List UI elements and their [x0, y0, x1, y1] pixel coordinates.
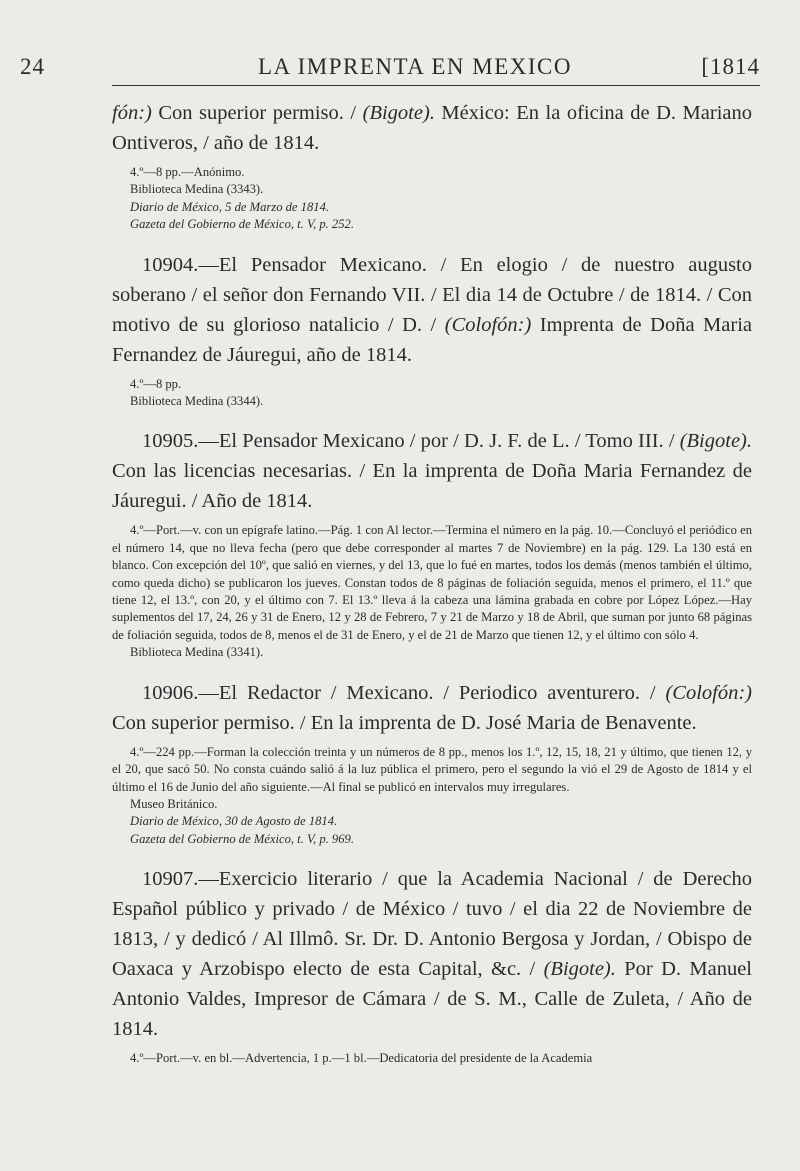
entry-notes: [112, 744, 752, 848]
header-rule: [112, 85, 760, 86]
entry-number: 10906.: [142, 681, 199, 704]
source-reference: Diario de México, 30 de Agosto de 1814.: [130, 814, 338, 829]
physical-description: 4.º—Port.—v. en bl.—Advertencia, 1 p.—1 bl.—Dedicatoria del presidente de la Academia: [130, 1051, 593, 1066]
continued-entry-title: fón:) Con superior permiso. / (Bigote). México: En la oficina de D. Mariano Ontiveros, / año de 1814.: [112, 102, 753, 154]
running-title: LA IMPRENTA EN MEXICO: [258, 54, 572, 79]
physical-description: 4.º—224 pp.—Forman la colección treinta y un números de 8 pp., menos los 1.º, 12, 15, 18, 21 y último, que tienen 12, y el 20, que sacó 50. No consta cuándo salió á la luz pública el primero, pero el segundo la vió el 29 de Agosto de 1814 y el último el 16 de Junio del año siguiente.—Al final se publicó en intervalos muy irregulares.: [112, 744, 752, 794]
physical-description: 4.º—8 pp.: [130, 376, 182, 391]
entry-notes: [112, 522, 752, 661]
entry-title: 10906.—El Redactor / Mexicano. / Periodico aventurero. / (Colofón:) Con superior permiso. / En la imprenta de D. José Maria de Benavente.: [112, 681, 752, 734]
entry-number: 10904.: [142, 253, 199, 276]
entry-notes: [112, 1050, 752, 1067]
catalog-entry: [112, 678, 752, 848]
catalog-entry: [112, 250, 752, 411]
source-reference: Gazeta del Gobierno de México, t. V, p. 252.: [130, 217, 354, 232]
running-year: [1814: [701, 54, 760, 79]
page-body: [112, 98, 752, 1068]
bigote-label: (Bigote).: [543, 958, 616, 981]
catalog-entry: [112, 426, 752, 661]
source-reference: Gazeta del Gobierno de México, t. V, p. 969.: [130, 831, 354, 846]
location-reference: Biblioteca Medina (3343).: [130, 182, 264, 197]
colophon-label: (Colofón:): [444, 313, 532, 336]
physical-description: 4.º—8 pp.—Anónimo.: [130, 165, 245, 179]
bigote-label: (Bigote).: [679, 430, 752, 453]
page-number: 24: [20, 54, 45, 79]
colophon-label: (Colofón:): [665, 681, 752, 704]
entry-title: 10905.—El Pensador Mexicano / por / D. J. F. de L. / Tomo III. / (Bigote). Con las licencias necesarias. / En la imprenta de Doña Maria Fernandez de Jáuregui. / Año de 1814.: [112, 430, 752, 513]
source-reference: Diario de México, 5 de Marzo de 1814.: [130, 199, 330, 214]
location-reference: Museo Británico.: [130, 796, 218, 811]
continued-entry: [112, 98, 752, 234]
entry-number: 10905.: [142, 430, 199, 453]
entry-title: 10907.—Exercicio literario / que la Academia Nacional / de Derecho Español público y privado / de México / tuvo / el dia 22 de Noviembre de 1813, / y dedicó / Al Illmô. Sr. Dr. D. Antonio Bergosa y Jordan, / Obispo de Oaxaca y Arzobispo electo de esta Capital, &c. / (Bigote). Por D. Manuel Antonio Valdes, Impresor de Cámara / de S. M., Calle de Zuleta, / Año de 1814.: [112, 868, 753, 1041]
catalog-entry: [112, 864, 752, 1067]
bigote-label: (Bigote).: [362, 102, 435, 124]
continued-entry-notes: [112, 164, 752, 234]
location-reference: Biblioteca Medina (3341).: [130, 645, 264, 660]
physical-description: 4.º—Port.—v. con un epígrafe latino.—Pág. 1 con Al lector.—Termina el número en la pág. 10.—Concluyó el periódico en el número 14, que no lleva fecha (pero que debe corresponder al martes 7 de Noviembre) en la pág. 129. La 130 está en blanco. Con excepción del 10º, que salió en viernes, y del 13, que lo fué en martes, todos los demás (menos también el último, como queda dicho) se publicaron los jueves. Constan todos de 8 páginas de foliación seguida, menos el primero, el 11.º que tiene 12, el 13.º, con 20, y el último con 7. El 13.º lleva á la cabeza una lámina grabada en cobre por López López.—Hay suplementos del 17, 24, 26 y 31 de Enero, 12 y 28 de Febrero, 7 y 21 de Marzo y 18 de Abril, que suman por junto 68 páginas de foliación seguida, todos de 8, menos el de 31 de Enero, y el de 21 de Marzo que tienen 12, y el último con sólo 4.: [112, 523, 752, 642]
entry-notes: [112, 376, 752, 411]
entry-number: 10907.: [142, 868, 199, 891]
colophon-label: fón:): [112, 102, 152, 124]
entry-title: 10904.—El Pensador Mexicano. / En elogio / de nuestro augusto soberano / el señor don Fernando VII. / El dia 14 de Octubre / de 1814. / Con motivo de su glorioso natalicio / D. / (Colofón:) Imprenta de Doña Maria Fernandez de Jáuregui, año de 1814.: [112, 253, 752, 366]
location-reference: Biblioteca Medina (3344).: [130, 394, 264, 409]
running-header: [20, 54, 760, 86]
